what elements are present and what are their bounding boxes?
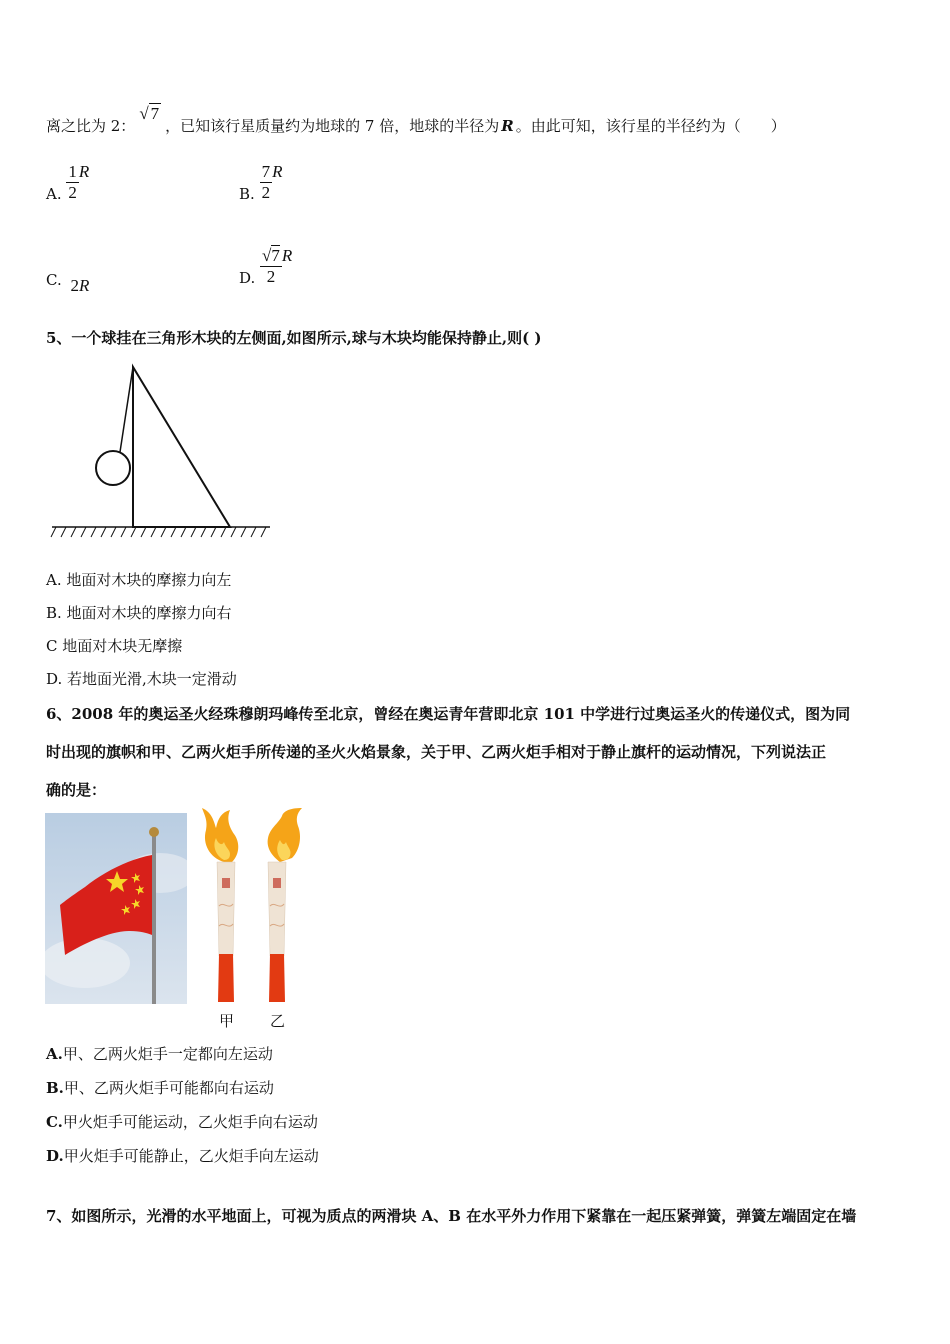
q6-option-b-text: 甲、乙两火炬手可能都向右运动 [63, 1079, 274, 1097]
q7-stem-line1: 7、如图所示，光滑的水平地面上，可视为质点的两滑块 A、B 在水平外力作用下紧靠在一起压紧弹簧，弹簧左端固定在墙 [46, 1207, 857, 1225]
q4-option-b-num: 7 [261, 162, 271, 181]
q6-option-d-label: D. [46, 1147, 64, 1165]
q4-option-d-fraction [260, 246, 282, 287]
q4-option-b-den: 2 [261, 183, 271, 202]
q4-option-a-den: 2 [68, 183, 77, 202]
q6-stem-line3: 确的是： [46, 781, 107, 799]
q6-option-a-text: 甲、乙两火炬手一定都向左运动 [62, 1045, 273, 1063]
q4-option-a-label: A. [46, 184, 62, 203]
q6-option-c-text: 甲火炬手可能运动，乙火炬手向右运动 [62, 1113, 318, 1131]
q4-option-b-label: B. [239, 184, 255, 203]
q6-option-b-label: B. [46, 1079, 64, 1097]
q6-option-a-label: A. [46, 1045, 63, 1063]
q4-option-b-var: R [272, 161, 283, 181]
q6-option-c[interactable] [46, 1112, 318, 1132]
q6-option-c-label: C. [46, 1113, 63, 1131]
q4-option-c-label: C. [46, 271, 62, 289]
q4-option-a[interactable] [46, 162, 89, 203]
torch-label-yi: 乙 [270, 1012, 286, 1030]
q4-option-c-coef: 2 [70, 276, 79, 295]
q4-option-a-fraction [66, 162, 79, 203]
hanging-ball [96, 451, 130, 485]
q5-option-c[interactable]: C 地面对木块无摩擦 [46, 637, 183, 655]
flagpole [152, 833, 156, 1004]
q4-stem-prefix: 离之比为 2： [46, 117, 136, 135]
q6-option-d-text: 甲火炬手可能静止，乙火炬手向左运动 [63, 1147, 319, 1165]
q4-option-d-den: 2 [266, 267, 276, 286]
hanging-string [120, 367, 133, 452]
q5-diagram [50, 362, 272, 542]
q6-stem-line2: 时出现的旗帜和甲、乙两火炬手所传递的圣火火焰景象，关于甲、乙两火炬手相对于静止旗杆的运动情况，下列说法正 [46, 743, 827, 761]
q4-option-a-num: 1 [68, 162, 77, 181]
q4-option-d-num: √7 [262, 246, 280, 265]
torch-body-jia [217, 862, 235, 956]
q4-option-b[interactable] [239, 162, 282, 203]
q4-option-c-var: R [79, 276, 90, 295]
q4-stem-sqrt: √ 7 [139, 104, 160, 123]
torch-handle-jia [218, 954, 234, 1002]
torch-yi [258, 806, 306, 1006]
q4-option-d[interactable] [239, 246, 292, 287]
torch-label-jia: 甲 [219, 1012, 235, 1030]
q6-stem-line1: 6、2008 年的奥运圣火经珠穆朗玛峰传至北京，曾经在奥运青年营即北京 101 中学进行过奥运圣火的传递仪式，图为同 [46, 705, 851, 723]
q4-option-b-fraction [260, 162, 273, 203]
q5-option-a[interactable]: A. 地面对木块的摩擦力向左 [46, 571, 232, 589]
q4-stem-suffix: ，已知该行星质量约为地球的 7 倍，地球的半径为 [165, 117, 500, 135]
torch-handle-yi [269, 954, 285, 1002]
q5-stem: 5、一个球挂在三角形木块的左侧面,如图所示,球与木块均能保持静止,则( ) [46, 329, 542, 347]
q4-option-d-var: R [281, 245, 293, 265]
q4-stem [46, 104, 786, 136]
q5-option-b[interactable]: B. 地面对木块的摩擦力向右 [46, 604, 232, 622]
q5-option-d[interactable]: D. 若地面光滑,木块一定滑动 [46, 670, 237, 688]
ground-hatching [51, 527, 266, 537]
q4-option-c[interactable] [46, 270, 90, 295]
q4-option-d-radicand: 7 [271, 246, 280, 265]
q6-option-d[interactable] [46, 1146, 319, 1166]
q4-stem-radicand: 7 [150, 104, 160, 123]
torch-jia [200, 806, 244, 1006]
q4-stem-r: R [501, 117, 514, 135]
q4-option-d-label: D. [239, 268, 256, 287]
q4-stem-end: 。由此可知，该行星的半径约为（ ） [515, 117, 786, 135]
q6-option-b[interactable] [46, 1078, 274, 1098]
flag-photo [45, 813, 187, 1004]
q4-option-c-expr [71, 276, 90, 295]
triangle-block [133, 367, 230, 527]
q4-option-a-var: R [78, 161, 90, 181]
q6-option-a[interactable] [46, 1044, 273, 1064]
torch-body-yi [268, 862, 286, 956]
flagpole-finial [149, 827, 159, 837]
